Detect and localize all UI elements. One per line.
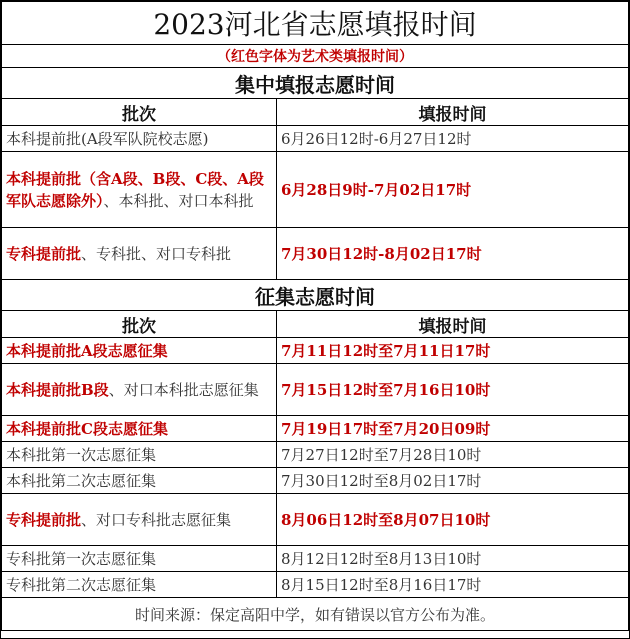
table-row	[2, 228, 629, 280]
centralized-rows	[2, 126, 629, 280]
page-title: 2023河北省志愿填报时间	[2, 2, 629, 45]
batch-text: 专科批第一次志愿征集	[6, 549, 157, 568]
batch-text: 本科提前批A段志愿征集	[6, 341, 168, 360]
time-cell: 7月27日12时至7月28日10时	[277, 442, 629, 468]
table-row	[2, 546, 629, 572]
batch-text: 本科批第二次志愿征集	[6, 471, 157, 490]
section-heading-centralized: 集中填报志愿时间	[2, 68, 629, 99]
table-row	[2, 442, 629, 468]
batch-cell	[2, 228, 277, 280]
table-row	[2, 126, 629, 152]
column-header-time: 填报时间	[277, 311, 629, 338]
batch-text: 本科提前批B段	[6, 380, 109, 399]
time-cell: 7月11日12时至7月11日17时	[277, 338, 629, 364]
batch-cell	[2, 468, 277, 494]
batch-cell	[2, 494, 277, 546]
batch-cell	[2, 416, 277, 442]
batch-cell	[2, 338, 277, 364]
time-cell: 8月15日12时至8月16日17时	[277, 572, 629, 598]
batch-cell	[2, 126, 277, 152]
source-footnote: 时间来源：保定高阳中学，如有错误以官方公布为准。	[2, 598, 629, 631]
batch-text: 、对口本科批志愿征集	[108, 380, 259, 399]
time-cell: 8月06日12时至8月07日10时	[277, 494, 629, 546]
table-row	[2, 468, 629, 494]
table-row	[2, 494, 629, 546]
table-row	[2, 364, 629, 416]
batch-text: 、专科批、对口专科批	[81, 244, 232, 263]
table-row	[2, 152, 629, 228]
batch-cell	[2, 152, 277, 228]
column-header-time: 填报时间	[277, 99, 629, 126]
batch-text: 本科提前批C段志愿征集	[6, 419, 168, 438]
batch-text: 专科提前批	[6, 510, 82, 529]
schedule-table	[1, 1, 629, 631]
batch-cell	[2, 364, 277, 416]
batch-text: 本科提前批(A段军队院校志愿)	[6, 129, 209, 148]
time-cell: 7月19日17时至7月20日09时	[277, 416, 629, 442]
batch-text: 、本科批、对口本科批	[103, 191, 254, 210]
batch-cell	[2, 572, 277, 598]
batch-text: 、对口专科批志愿征集	[81, 510, 232, 529]
section-heading-solicitation: 征集志愿时间	[2, 280, 629, 311]
batch-cell	[2, 546, 277, 572]
table-row	[2, 338, 629, 364]
solicitation-rows	[2, 338, 629, 598]
column-header-batch: 批次	[2, 311, 277, 338]
table-row	[2, 572, 629, 598]
subtitle-note: （红色字体为艺术类填报时间）	[2, 45, 629, 68]
time-cell: 7月30日12时-8月02日17时	[277, 228, 629, 280]
batch-text: 本科提前批（含A段、B段、C段、A段军队志愿除外）	[6, 169, 264, 210]
table-row	[2, 416, 629, 442]
batch-text: 专科批第二次志愿征集	[6, 575, 157, 594]
batch-text: 本科批第一次志愿征集	[6, 445, 157, 464]
batch-text: 专科提前批	[6, 244, 82, 263]
time-cell: 8月12日12时至8月13日10时	[277, 546, 629, 572]
column-header-batch: 批次	[2, 99, 277, 126]
time-cell: 6月28日9时-7月02日17时	[277, 152, 629, 228]
batch-cell	[2, 442, 277, 468]
time-cell: 6月26日12时-6月27日12时	[277, 126, 629, 152]
time-cell: 7月30日12时至8月02日17时	[277, 468, 629, 494]
time-cell: 7月15日12时至7月16日10时	[277, 364, 629, 416]
